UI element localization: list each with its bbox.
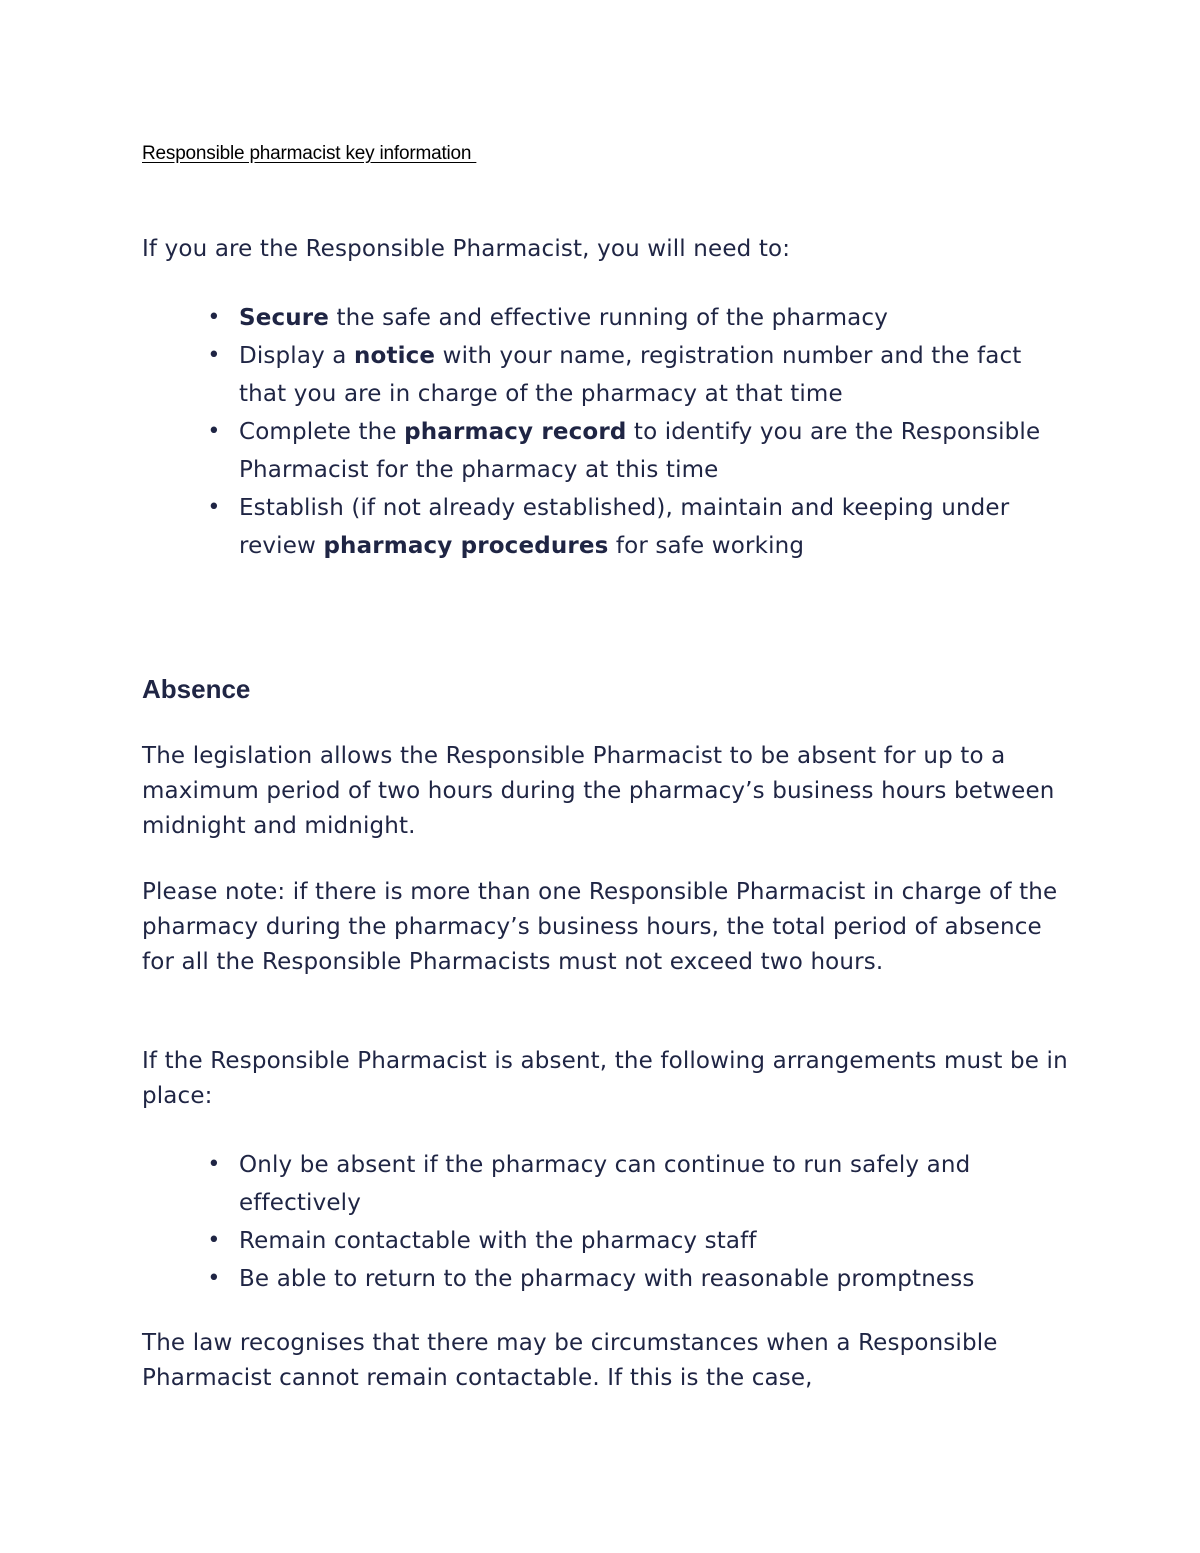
list-item (142, 1222, 1072, 1260)
note-paragraph: Please note: if there is more than one Responsible Pharmacist in charge of the pharmacy during the pharmacy’s business hours, the total period of absence for all the Responsible Pharmacists must not exceed two hours. (142, 879, 1058, 975)
list-item (142, 337, 1072, 413)
absence-paragraph: The legislation allows the Responsible Pharmacist to be absent for up to a maximum period of two hours during the pharmacy’s business hours between midnight and midnight. (142, 743, 1055, 839)
document-title: Responsible pharmacist key information (142, 143, 477, 164)
duty-text-before: Establish (if not already established), maintain and keeping under review (239, 495, 1010, 559)
duty-keyword: pharmacy procedures (323, 533, 609, 559)
absence-heading: Absence (142, 674, 251, 704)
bullet-icon: • (207, 343, 221, 368)
bullet-icon: • (207, 1266, 221, 1291)
duty-text-after: for safe working (608, 533, 805, 559)
list-item (142, 299, 1072, 337)
list-item (142, 489, 1072, 565)
list-item (142, 413, 1072, 489)
duty-keyword: notice (354, 343, 436, 369)
duty-text-after: with your name, registration number and the fact that you are in charge of the pharmacy at that time (239, 343, 1022, 407)
arrangement-text: Be able to return to the pharmacy with reasonable promptness (239, 1266, 975, 1292)
bullet-icon: • (207, 305, 221, 330)
arrangements-list (142, 1146, 1072, 1298)
duty-keyword: pharmacy record (404, 419, 627, 445)
duty-text-after: the safe and effective running of the pharmacy (329, 305, 888, 331)
duties-list (142, 299, 1072, 565)
bullet-icon: • (207, 1228, 221, 1253)
arrangement-text: Remain contactable with the pharmacy staff (239, 1228, 757, 1254)
bullet-icon: • (207, 495, 221, 520)
list-item (142, 1260, 1072, 1298)
duty-text-after: to identify you are the Responsible Pharmacist for the pharmacy at this time (239, 419, 1041, 483)
intro-paragraph: If you are the Responsible Pharmacist, you will need to: (142, 236, 791, 262)
list-item (142, 1146, 1072, 1222)
duty-text-before: Display a (239, 343, 354, 369)
bullet-icon: • (207, 419, 221, 444)
duty-text-before: Complete the (239, 419, 405, 445)
bullet-icon: • (207, 1152, 221, 1177)
law-paragraph: The law recognises that there may be circumstances when a Responsible Pharmacist cannot remain contactable. If this is the case, (142, 1330, 998, 1391)
arrangement-text: Only be absent if the pharmacy can continue to run safely and effectively (239, 1152, 971, 1216)
duty-keyword: Secure (239, 305, 330, 331)
arrangements-intro-paragraph: If the Responsible Pharmacist is absent, the following arrangements must be in place: (142, 1048, 1068, 1109)
